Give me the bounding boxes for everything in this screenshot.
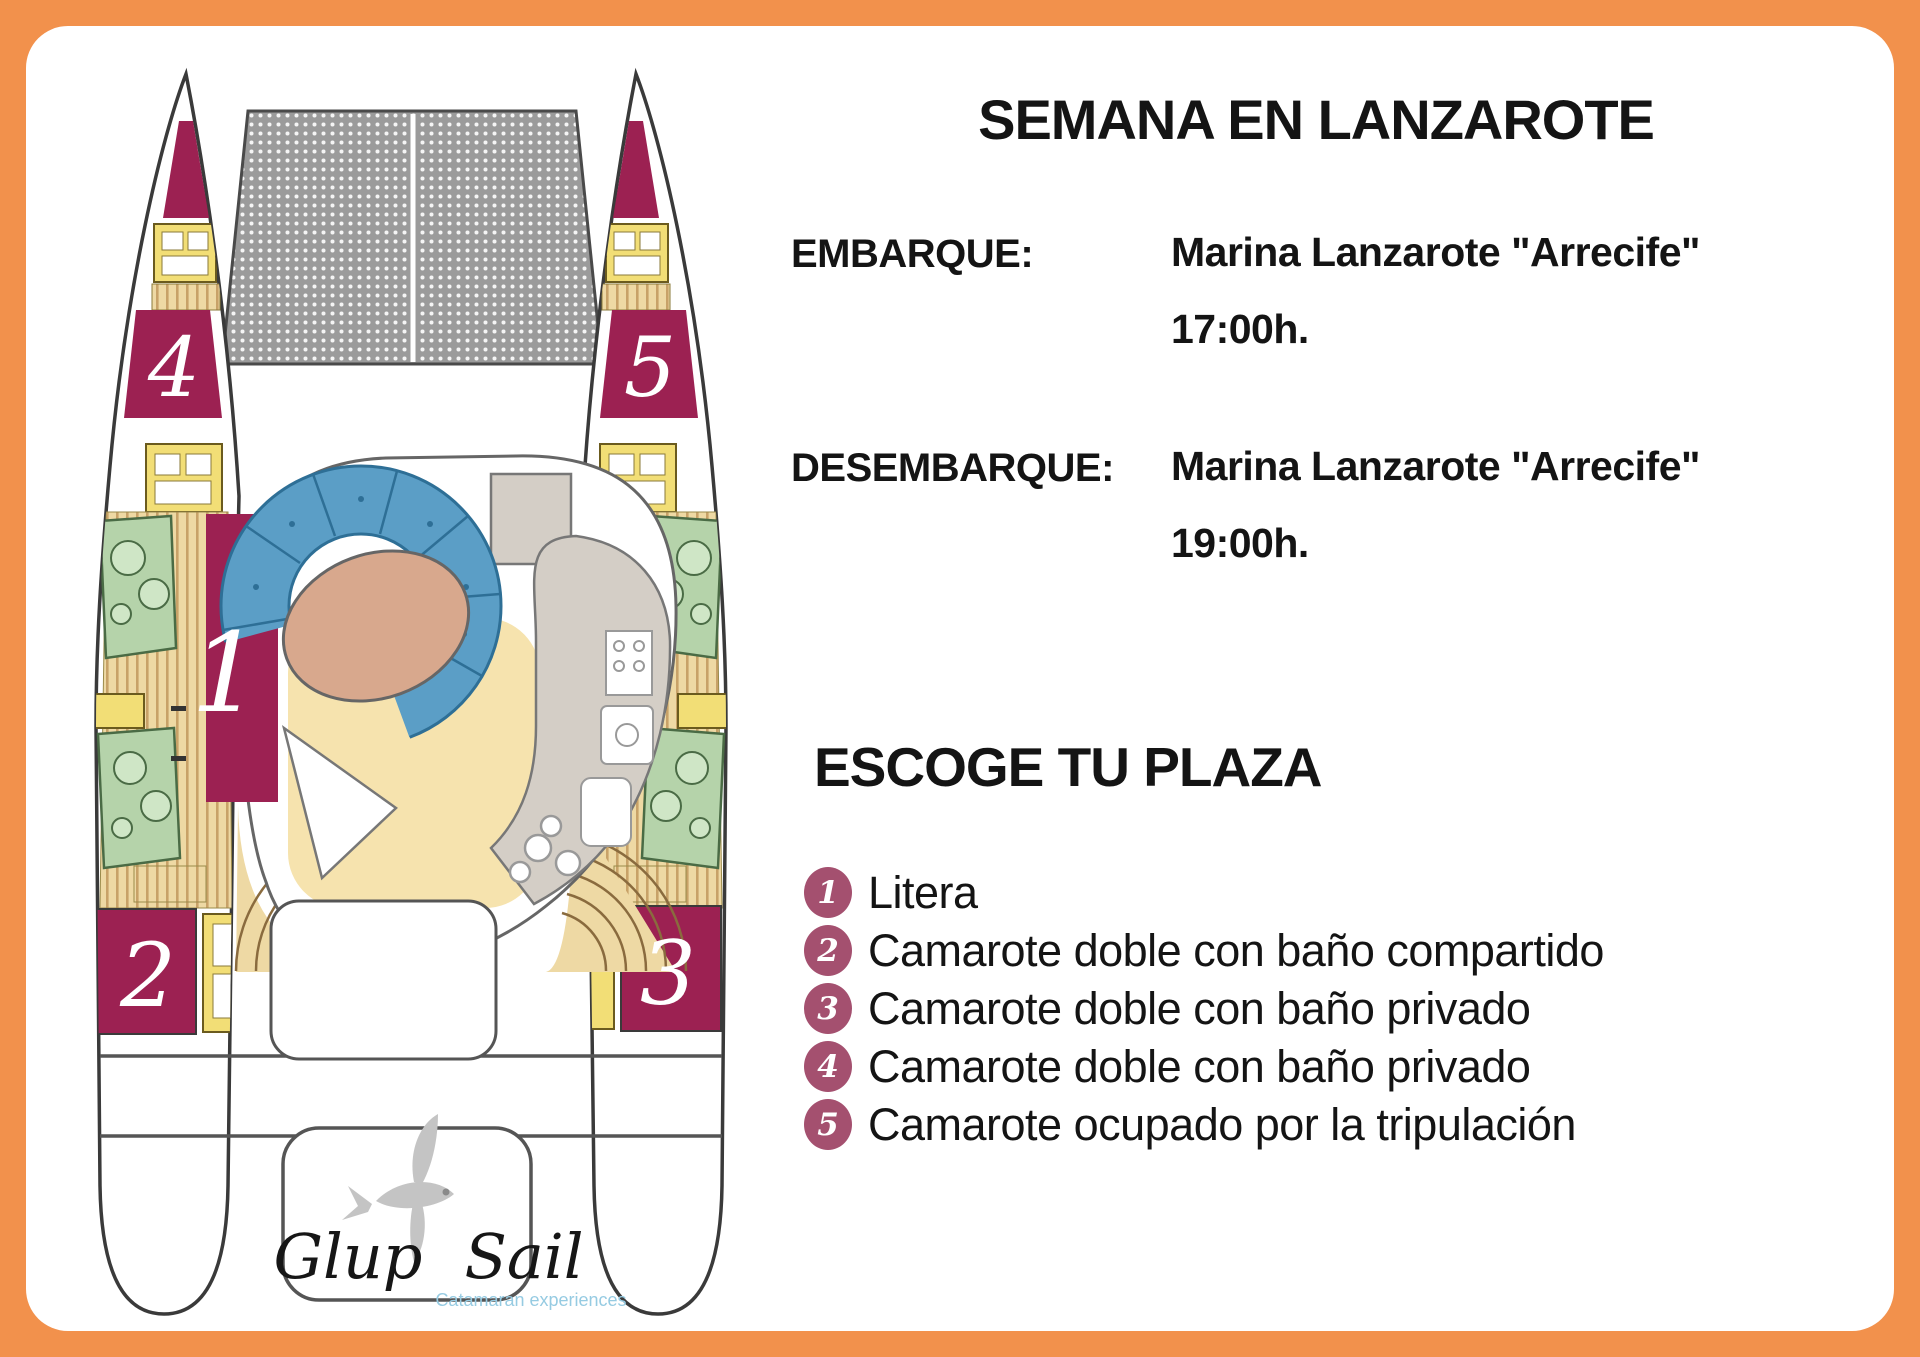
desembarque-location: Marina Lanzarote "Arrecife" [1171, 443, 1700, 489]
logo-tagline: Catamaran experiences [435, 1290, 627, 1310]
embarque-label: EMBARQUE: [791, 232, 1034, 276]
cabin2-number: 2 [120, 924, 176, 1027]
option-4-label: Camarote doble con baño privado [868, 1040, 1531, 1092]
desembarque-time: 19:00h. [1171, 520, 1309, 566]
option-2-badge: 2 [804, 925, 852, 976]
option-3-label: Camarote doble con baño privado [868, 982, 1531, 1034]
option-2-label: Camarote doble con baño compartido [868, 924, 1604, 976]
option-5-label: Camarote ocupado por la tripulación [868, 1098, 1576, 1150]
page-title: SEMANA EN LANZAROTE [978, 88, 1654, 151]
embarque-time: 17:00h. [1171, 306, 1309, 352]
white-card [26, 26, 1894, 1331]
cabin4-number: 4 [147, 321, 201, 416]
desembarque-label: DESEMBARQUE: [791, 446, 1114, 490]
plaza-option-3 [804, 984, 1604, 1033]
plaza-heading: ESCOGE TU PLAZA [814, 736, 1322, 798]
option-5-badge: 5 [804, 1099, 852, 1150]
plaza-option-5 [804, 1100, 1604, 1149]
option-3-badge: 3 [804, 983, 852, 1034]
option-1-badge: 1 [804, 867, 852, 918]
plaza-option-1 [804, 868, 1604, 917]
cabin3-number: 3 [640, 922, 696, 1025]
plaza-option-2 [804, 926, 1604, 975]
option-1-label: Litera [868, 866, 978, 918]
logo-word-sail: Sail [464, 1220, 584, 1293]
plaza-options-list [804, 868, 1604, 1149]
cockpit-roof [271, 901, 496, 1059]
logo-word-glup: Glup [273, 1220, 423, 1293]
cabin5-number: 5 [623, 321, 677, 416]
option-4-badge: 4 [804, 1041, 852, 1092]
embarque-location: Marina Lanzarote "Arrecife" [1171, 229, 1700, 275]
catamaran-deck-plan [76, 66, 736, 1346]
trampoline-net [222, 111, 602, 364]
plaza-option-4 [804, 1042, 1604, 1091]
cabin1-number: 1 [191, 609, 261, 737]
